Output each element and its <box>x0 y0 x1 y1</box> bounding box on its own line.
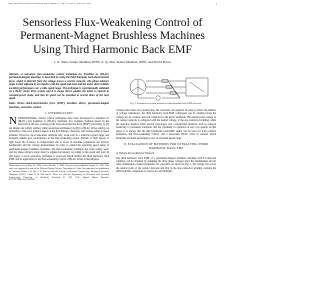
paper-title: Sensorless Flux-Weakening Control of Permanent-Magnet Brushless Machines Using Third Harmonic Back EMF <box>20 16 205 56</box>
section-heading-introduction: I. INTRODUCTION <box>45 111 73 116</box>
drop-cap: N <box>9 115 17 128</box>
introduction-text <box>9 117 109 162</box>
page-number: 1 <box>215 3 217 6</box>
subsection-text: The third harmonic back EMF of a permanent-magnet brushless machine with Y-connected windings can be obtained by summing the three phase voltages since the fundamental and all other nonmultiple-of-three harmonics are cancelled. As shown in Fig. 1, the voltage vsn across the neutral point of the resistor network and that of the star-connected winding contains the third harmonic component as well as its odd multiples. <box>116 156 216 174</box>
abstract: Abstract—A sensorless flux-weakening control technique for brushless ac (BLAC) permanent-magnet machines is described by using the third harmonic back-electromotive force, which is detected from the voltage across a resistor network. The phase advance angle is then adjusted in accordance with the speed and load, and the motor drive exhibits excellent performance over a wide speed range. The technique is experimentally validated on a BLAC motor drive system, and it is shown that it enables the motor to operate in constant-power mode, and that its speed can be extended to several times of the base speed. <box>9 73 109 101</box>
right-column <box>116 73 216 174</box>
right-intro-text: voltages since there is no neutral line. All converters are required. In order to reduce the number of voltage transducers, the third harmonic back-EMF component can be obtained from the voltage across a resistor network connected to the motor terminals. The neutral point voltage of the resistor network is compared with the neutral voltage of the star-connected winding, while the detection method offers several advantages over conventional methods, such as reduced sensitivity to parameter variations and the capability of operation at very low speeds. In this paper, it is shown that the third harmonic back-EMF signal can be used for both position estimation and flux-weakening control, and a sensorless BLAC drive is realized which maintains excellent performance over an extended speed range. <box>116 109 216 140</box>
section-heading-evaluation: II. EVALUATION OF METHODS FOR EXTRACTING THIRD HARMONIC BACK EMF <box>123 142 209 151</box>
introduction-body: ONSINUSOIDAL current control techniques have been developed for brushless dc (BLDC) and brushless ac (BLAC) machines. For example, methods based on the detection of the zero crossing of the back-electromotive force (EMF) waveform [1]–[3] are simple and widely applied, while sensorless techniques [4]–[6] for BLAC drives employ an estimation of the rotor position based on the flux-linkage, observers, and various saliency-based schemes. However, most sensorless methods only work well in a restricted speed range and normally exhibit poor performance in the flux-weakening region. Further, at high speeds or light loads, the accuracy is compromised due to errors in machine parameters, the inverter nonlinearity and the voltage measurement. In order to extend the operating speed range of permanent-magnet brushless machines, the flux-weakening technique has been widely used, and the phase advance angle must be adjusted accurately according to the speed and load. In this paper, a novel sensorless technique is proposed which utilizes the third harmonic back EMF, and its application to the flux-weakening control of BLAC drives is investigated. <box>9 116 109 161</box>
figure-caption: Fig. 1. Schematic of resistor network for third harmonic back EMF detection. <box>130 103 202 105</box>
subsection-heading: A. Voltage Across Resistor Network <box>116 152 155 156</box>
figure-resistor-network <box>116 73 216 102</box>
footnote: Manuscript received May 10, 2009; revised October 1, 2009. Current version published August 13, 2010. This work was supported in part by the National Natural Science Foundation of China. Recommended for publication by Associate Editor J. O. Ojo. J. X. Shen is with the College of Electrical Engineering, Zhejiang University, Hangzhou 310027, China. Z. Q. Zhu and D. Howe are with the Department of Electronic and Electrical Engineering, University of Sheffield, Sheffield S1 3JD, U.K. Digital Object Identifier 10.1109/TPEL.2010.2043542 <box>9 165 109 182</box>
index-terms: Index Terms—Back-electromotive force (EMF), brushless drives, permanent-magnet machines, sensorless control. <box>9 102 109 109</box>
left-column <box>9 73 109 182</box>
author-list: J. X. Shen, Senior Member, IEEE, Z. Q. Zhu, Senior Member, IEEE, and David Howe <box>53 60 172 64</box>
running-header: IEEE TRANSACTIONS ON POWER ELECTRONICS, VOL. 25, NO. 8, AUGUST 2010 <box>8 3 91 5</box>
circuit-diagram <box>116 73 216 102</box>
